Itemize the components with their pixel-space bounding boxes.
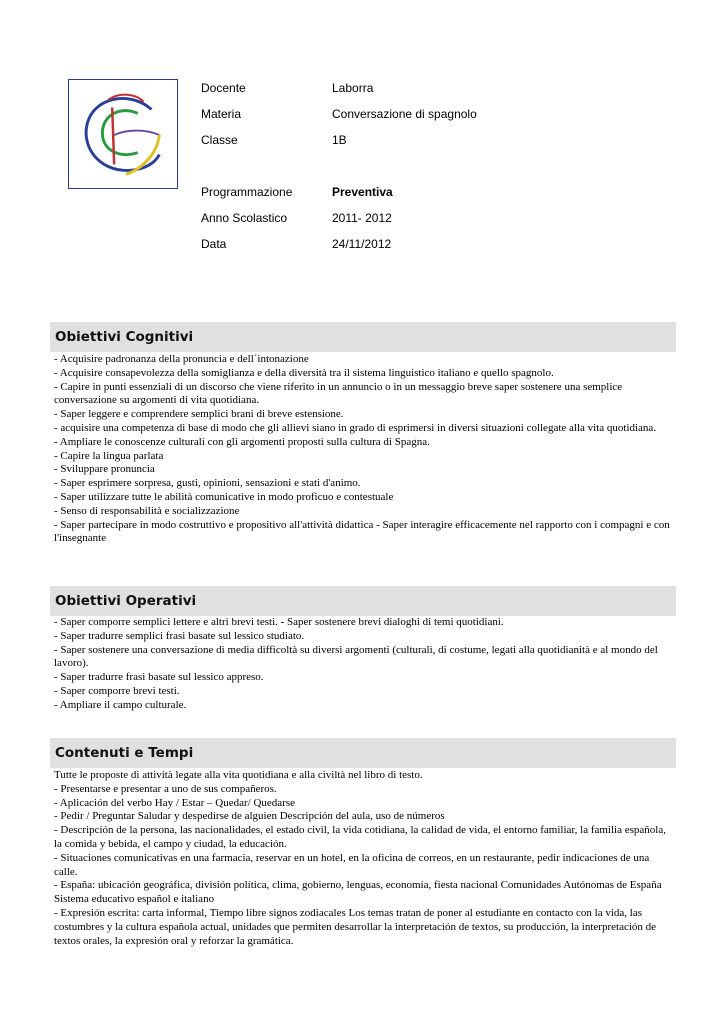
list-item: - Capire in punti essenziali di un discorso che viene riferito in un annuncio o in un messaggio breve saper sostenere una semplice conversazione su argomenti di vita quotidiana. [54, 380, 623, 407]
school-logo-icon [69, 80, 177, 188]
list-item: - Situaciones comunicativas en una farmacia, reservar en un hotel, en la oficina de correos, en un restaurante, pedir indicaciones de una calle. [54, 851, 650, 878]
header-label: Docente [201, 81, 246, 95]
section-body-cognitivi [54, 353, 670, 546]
section-heading-cognitivi: Obiettivi Cognitivi [50, 322, 676, 352]
header-label: Data [201, 237, 227, 251]
list-item: - Saper sostenere una conversazione di media difficoltà su diversi argomenti (culturali, di costume, legati alla quotidianità e al mondo del lavoro). [54, 643, 658, 670]
list-item: - Acquisire consapevolezza della somiglianza e della diversità tra il sistema linguistico italiano e quello spagnolo. [54, 366, 554, 379]
list-item: - Ampliare le conoscenze culturali con gli argomenti proposti sulla cultura di Spagna. [54, 435, 430, 448]
list-item: - Saper tradurre frasi basate sul lessico appreso. [54, 671, 264, 684]
header-value: Conversazione di spagnolo [332, 107, 477, 121]
header-value: Laborra [332, 81, 374, 95]
section-body-operativi [54, 616, 670, 713]
list-item: - Expresión escrita: carta informal, Tiempo libre signos zodiacales Los temas tratan de poner al estudiante en contacto con la vida, las costumbres y la cultura española actual, unidades que permiten desarrollar la interpretación de textos, su producción, la interpretación de textos orales, la expresión oral y reforzar la gramática. [54, 906, 657, 947]
school-logo [68, 79, 178, 189]
header-label: Programmazione [201, 185, 293, 199]
header-label: Materia [201, 107, 242, 121]
list-item: - España: ubicación geográfica, división política, clima, gobierno, lenguas, economía, fiesta nacional Comunidades Autónomas de España Sistema educativo español e italiano [54, 879, 662, 906]
list-item: - Saper comporre semplici lettere e altri brevi testi. - Saper sostenere brevi dialoghi di temi quotidiani. [54, 616, 504, 628]
list-item: - Saper partecipare in modo costruttivo e propositivo all'attività didattica - Saper interagire efficacemente nel rapporto con i compagni e con l'insegnante [54, 518, 670, 545]
header-label: Anno Scolastico [201, 211, 288, 225]
section-body-contenuti [54, 769, 670, 948]
list-item: - Sviluppare pronuncia [54, 463, 155, 476]
list-item: - Capire la lingua parlata [54, 449, 164, 462]
list-item: - Presentarse e presentar a uno de sus compañeros. [54, 782, 277, 795]
header-value: 1B [332, 133, 347, 147]
header-label: Classe [201, 133, 238, 147]
list-item: - Descripción de la persona, las nacionalidades, el estado civil, la vida cotidiana, la calidad de vida, el entorno familiar, la familia española, la comida y bebida, el campo y ciudad, la educación. [54, 824, 666, 850]
list-item: - Saper comporre brevi testi. [54, 684, 180, 697]
header-value: Preventiva [332, 185, 393, 199]
list-item: - Ampliare il campo culturale. [54, 698, 187, 711]
list-item: - Saper tradurre semplici frasi basate sul lessico studiato. [54, 629, 305, 642]
list-item: - Pedir / Preguntar Saludar y despedirse de alguien Descripción del aula, uso de números [54, 810, 445, 823]
list-item: - Aplicación del verbo Hay / Estar – Quedar/ Quedarse [54, 796, 295, 809]
section-heading-operativi: Obiettivi Operativi [50, 586, 676, 616]
list-item: - Saper esprimere sorpresa, gusti, opinioni, sensazioni e stati d'animo. [54, 477, 361, 490]
section-heading-contenuti: Contenuti e Tempi [50, 738, 676, 768]
list-item: Tutte le proposte di attività legate alla vita quotidiana e alla civiltà nel libro di testo. [54, 769, 423, 781]
header-value: 2011- 2012 [332, 211, 392, 225]
list-item: - Saper leggere e comprendere semplici brani di breve estensione. [54, 408, 344, 421]
header-value: 24/11/2012 [332, 237, 392, 251]
list-item: - Acquisire padronanza della pronuncia e dell´intonazione [54, 353, 309, 365]
list-item: - Saper utilizzare tutte le abilità comunicative in modo proficuo e contestuale [54, 490, 394, 503]
list-item: - acquisire una competenza di base di modo che gli allievi siano in grado di esprimersi in diversi situazioni collegate alla vita quotidiana. [54, 421, 657, 434]
list-item: - Senso di responsabilità e socializzazione [54, 504, 240, 517]
